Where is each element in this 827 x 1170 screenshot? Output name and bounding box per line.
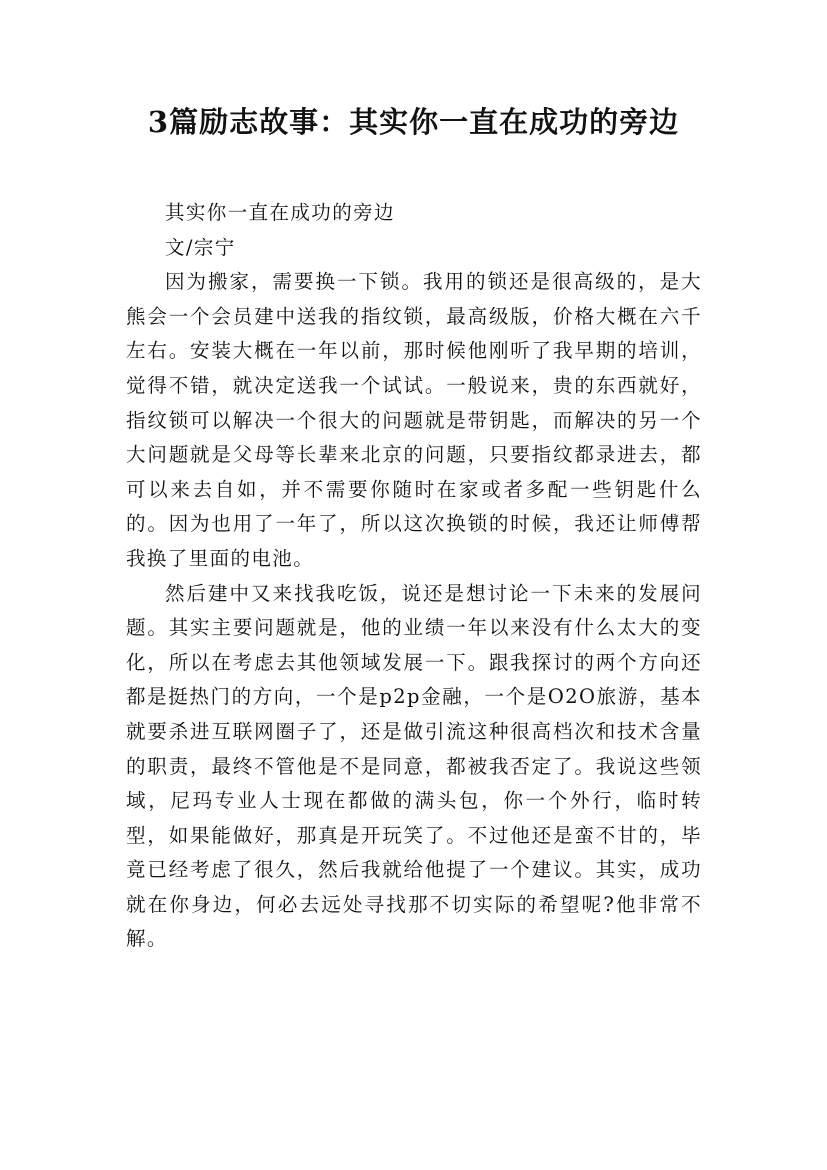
paragraph-2: 然后建中又来找我吃饭，说还是想讨论一下未来的发展问题。其实主要问题就是，他的业绩一年以来没有什么太大的变化，所以在考虑去其他领域发展一下。跟我探讨的两个方向还都是挺热门的方向，一个是p2p金融，一个是O2O旅游，基本就要杀进互联网圈子了，还是做引流这种很高档次和技术含量的职责，最终不管他是不是同意，都被我否定了。我说这些领域，尼玛专业人士现在都做的满头包，你一个外行，临时转型，如果能做好，那真是开玩笑了。不过他还是蛮不甘的，毕竟已经考虑了很久，然后我就给他提了一个建议。其实，成功就在你身边，何必去远处寻找那不切实际的希望呢?他非常不解。: [126, 581, 702, 951]
author-line: 文/宗宁: [165, 235, 236, 259]
document-body: [126, 196, 702, 957]
story-subtitle: 其实你一直在成功的旁边: [165, 201, 395, 224]
document-title: 3篇励志故事：其实你一直在成功的旁边: [147, 105, 680, 139]
paragraph-1: 因为搬家，需要换一下锁。我用的锁还是很高级的，是大熊会一个会员建中送我的指纹锁，最高级版，价格大概在六千左右。安装大概在一年以前，那时候他刚听了我早期的培训，觉得不错，就决定送我一个试试。一般说来，贵的东西就好，指纹锁可以解决一个很大的问题就是带钥匙，而解决的另一个大问题就是父母等长辈来北京的问题，只要指纹都录进去，都可以来去自如，并不需要你随时在家或者多配一些钥匙什么的。因为也用了一年了，所以这次换锁的时候，我还让师傅帮我换了里面的电池。: [126, 270, 702, 570]
